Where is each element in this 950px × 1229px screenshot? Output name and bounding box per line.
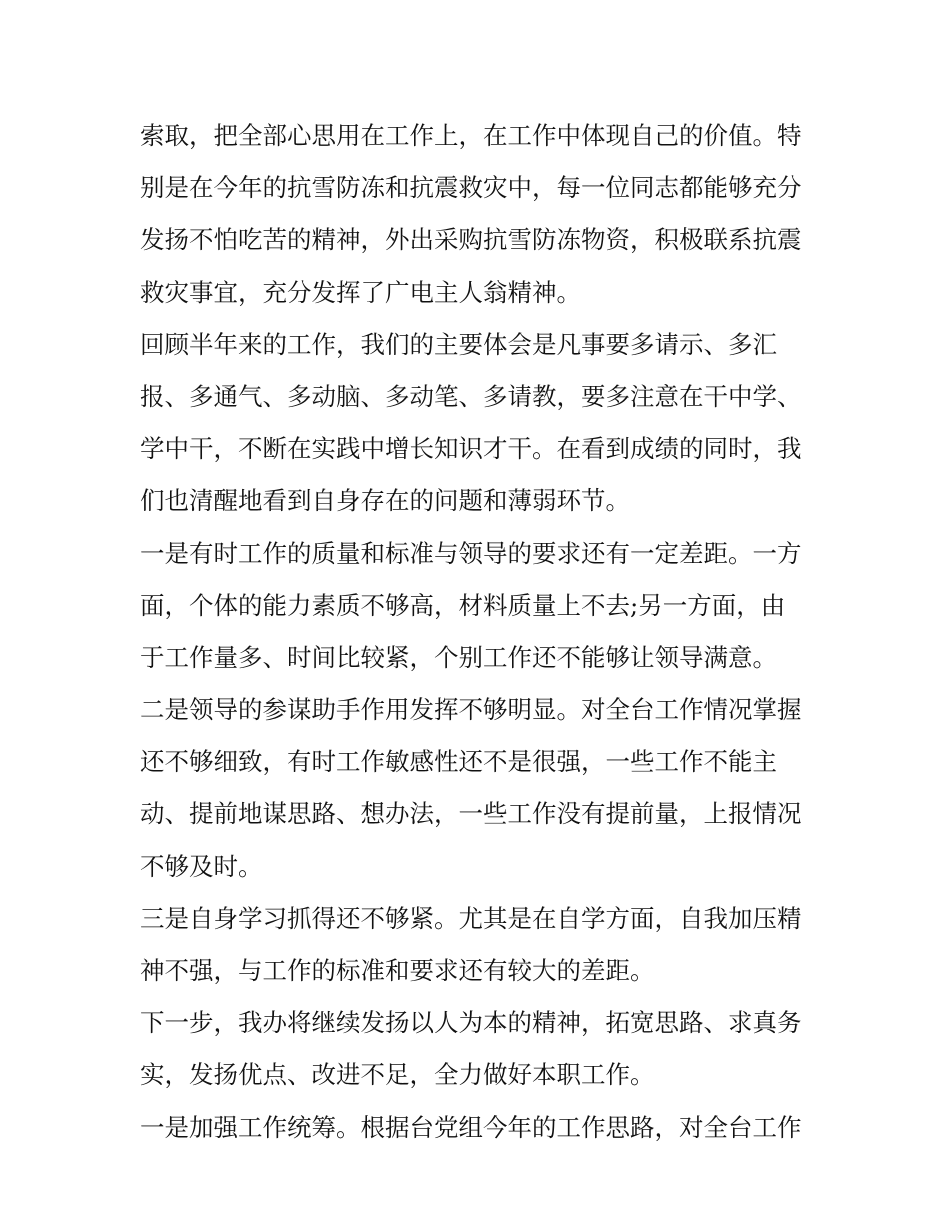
text-line: 报、多通气、多动脑、多动笔、多请教，要多注意在干中学、 [140,381,802,411]
body-text [140,110,820,1154]
text-line: 动、提前地谋思路、想办法，一些工作没有提前量，上报情况 [140,799,802,829]
text-line: 神不强，与工作的标准和要求还有较大的差距。 [140,956,655,985]
text-line: 于工作量多、时间比较紧，个别工作还不能够让领导满意。 [140,642,777,672]
text-line: 发扬不怕吃苦的精神，外出采购抗雪防冻物资，积极联系抗震 [140,225,802,255]
text-line: 实，发扬优点、改进不足，全力做好本职工作。 [140,1060,655,1090]
text-line: 二是领导的参谋助手作用发挥不够明显。对全台工作情况掌握 [140,695,802,725]
text-line: 学中干，不断在实践中增长知识才干。在看到成绩的同时，我 [140,434,802,464]
text-line: 别是在今年的抗雪防冻和抗震救灾中，每一位同志都能够充分 [140,173,802,203]
text-line: 面，个体的能力素质不够高，材料质量上不去;另一方面，由 [140,590,786,620]
text-line: 们也清醒地看到自身存在的问题和薄弱环节。 [140,486,630,516]
text-line: 一是加强工作统筹。根据台党组今年的工作思路，对全台工作 [140,1112,802,1142]
text-line: 不够及时。 [140,851,263,881]
text-line: 还不够细致，有时工作敏感性还不是很强，一些工作不能主 [140,747,777,777]
text-line: 一是有时工作的质量和标准与领导的要求还有一定差距。一方 [140,538,802,568]
text-line: 回顾半年来的工作，我们的主要体会是凡事要多请示、多汇 [140,329,777,359]
text-line: 三是自身学习抓得还不够紧。尤其是在自学方面，自我加压精 [140,903,802,933]
text-line: 索取，把全部心思用在工作上，在工作中体现自己的价值。特 [140,121,802,150]
text-line: 下一步，我办将继续发扬以人为本的精神，拓宽思路、求真务 [140,1008,802,1038]
text-line: 救灾事宜，充分发挥了广电主人翁精神。 [140,277,581,307]
